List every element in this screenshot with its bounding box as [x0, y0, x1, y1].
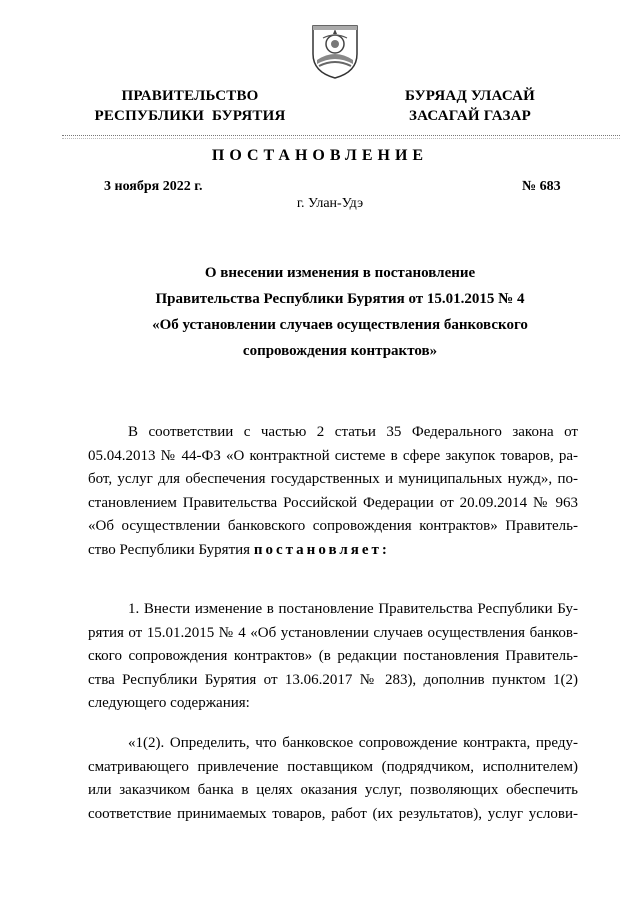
- item-1-2-line: «1(2). Определить, что банковское сопровождение контракта, преду-: [128, 735, 578, 751]
- item-1-2-line: или заказчиком банка в целях оказания услуг, позволяющих обеспечить: [88, 782, 578, 798]
- preamble-line: 05.04.2013 № 44-ФЗ «О контрактной системе в сфере закупок товаров, ра-: [88, 447, 578, 464]
- decree-word: постановляет:: [253, 541, 390, 558]
- header-divider: [62, 135, 620, 136]
- item-1-2-line: соответствие принимаемых товаров, работ (их результатов), услуг услови-: [88, 805, 578, 822]
- item-1-2-line: сматривающего привлечение поставщиком (подрядчиком, исполнителем): [88, 758, 578, 775]
- document-type: ПОСТАНОВЛЕНИЕ: [211, 147, 429, 164]
- org-left-line-2: РЕСПУБЛИКИ БУРЯТИЯ: [94, 108, 286, 124]
- title-line: О внесении изменения в постановление: [204, 265, 476, 281]
- item-1-paragraph: [88, 598, 578, 716]
- item-1-2-paragraph: [88, 732, 578, 826]
- title-line: «Об установлении случаев осуществления банковского: [152, 317, 528, 333]
- preamble-last-line: [88, 539, 578, 563]
- document-title: [60, 260, 620, 364]
- org-name-russian: [90, 86, 290, 126]
- document-number: № 683: [522, 179, 561, 194]
- preamble-line: «Об осуществлении банковского сопровождения контрактов» Правитель-: [88, 518, 578, 534]
- item-1-line: рятия от 15.01.2015 № 4 «Об установлении случаев осуществления банков-: [88, 624, 578, 641]
- document-city: г. Улан-Удэ: [296, 196, 364, 211]
- org-name-buryat: [380, 86, 560, 126]
- coat-of-arms-emblem: [309, 20, 361, 80]
- preamble-last-prefix: ство Республики Бурятия: [88, 541, 254, 558]
- preamble-paragraph: [88, 421, 578, 562]
- item-1-line: следующего содержания:: [88, 695, 250, 711]
- title-line: Правительства Республики Бурятия от 15.01.2015 № 4: [155, 291, 525, 307]
- org-right-line-2: ЗАСАГАЙ ГАЗАР: [409, 108, 531, 124]
- preamble-line: становлением Правительства Российской Федерации от 20.09.2014 № 963: [88, 494, 578, 511]
- item-1-line: ства Республики Бурятия от 13.06.2017 № 283), дополнив пунктом 1(2): [88, 671, 578, 688]
- preamble-line: В соответствии с частью 2 статьи 35 Федерального закона от: [128, 424, 578, 440]
- item-1-line: 1. Внести изменение в постановление Правительства Республики Бу-: [128, 601, 578, 617]
- org-left-line-1: ПРАВИТЕЛЬСТВО: [121, 88, 259, 104]
- preamble-line: бот, услуг для обеспечения государственных и муниципальных нужд», по-: [88, 471, 578, 487]
- item-1-line: ского сопровождения контрактов» (в редакции постановления Правитель-: [88, 648, 578, 664]
- org-right-line-1: БУРЯАД УЛАСАЙ: [404, 88, 536, 104]
- header-divider-secondary: [62, 138, 620, 139]
- coat-of-arms-buryatia-icon: [309, 20, 361, 80]
- title-line: сопровождения контрактов»: [242, 343, 438, 359]
- document-date: 3 ноября 2022 г.: [104, 179, 203, 194]
